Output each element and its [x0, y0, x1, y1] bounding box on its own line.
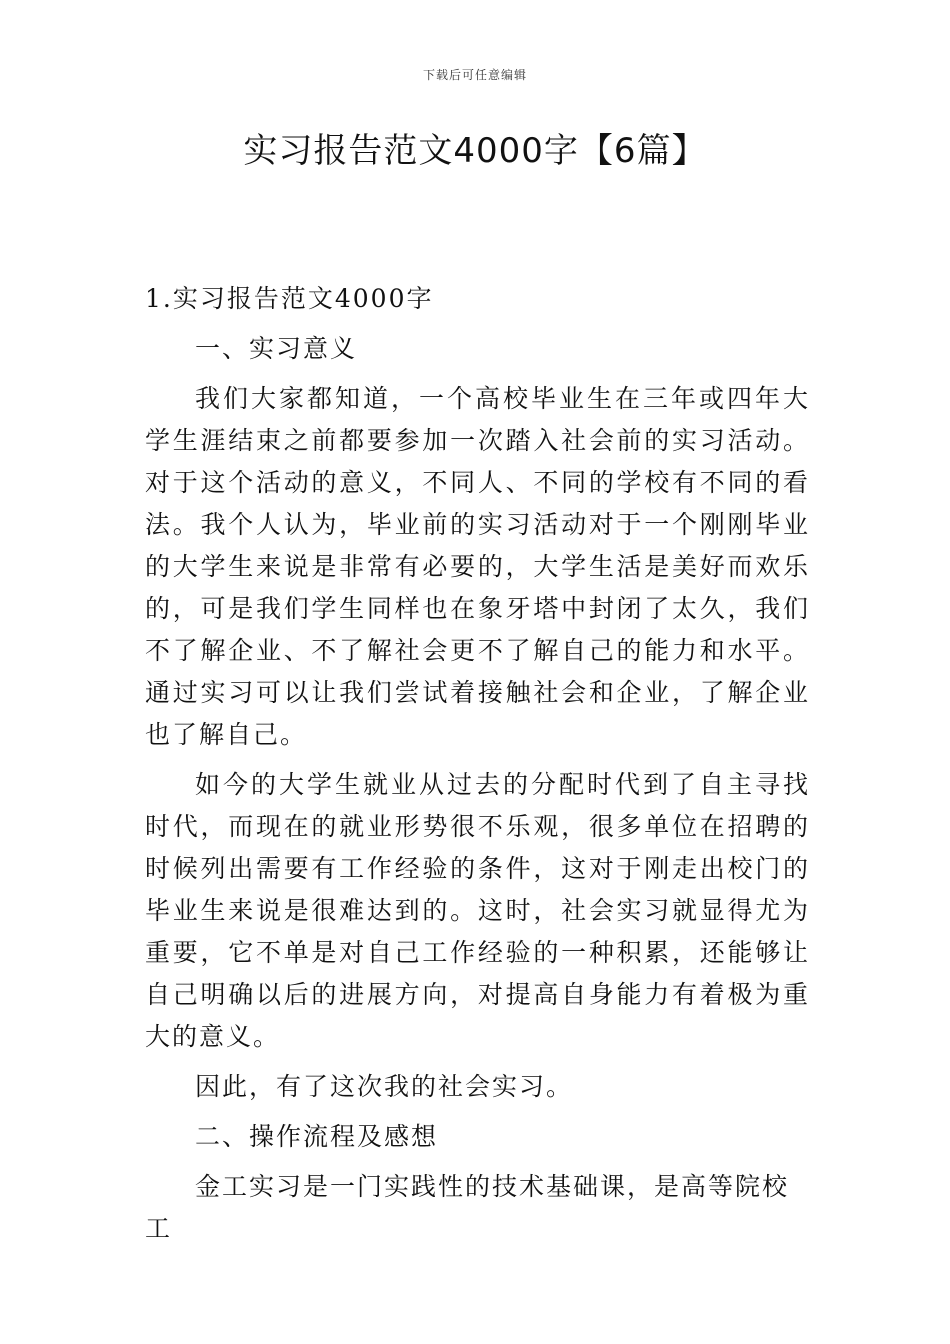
subheading-purpose: 一、实习意义	[195, 334, 358, 363]
paragraph: 因此，有了这次我的社会实习。	[195, 1072, 574, 1101]
document-body	[145, 278, 810, 1258]
document-title: 实习报告范文4000字【6篇】	[243, 131, 707, 171]
header-note: 下载后可任意编辑	[422, 68, 527, 82]
paragraph: 如今的大学生就业从过去的分配时代到了自主寻找时代，而现在的就业形势很不乐观，很多单位在招聘的时候列出需要有工作经验的条件，这对于刚走出校门的毕业生来说是很难达到的。这时，社会实习就显得尤为重要，它不单是对自己工作经验的一种积累，还能够让自己明确以后的进展方向，对提高自身能力有着极为重大的意义。	[145, 770, 810, 1051]
section-heading: 1.实习报告范文4000字	[145, 284, 434, 313]
paragraph: 我们大家都知道，一个高校毕业生在三年或四年大学生涯结束之前都要参加一次踏入社会前的实习活动。对于这个活动的意义，不同人、不同的学校有不同的看法。我个人认为，毕业前的实习活动对于一个刚刚毕业的大学生来说是非常有必要的，大学生活是美好而欢乐的，可是我们学生同样也在象牙塔中封闭了太久，我们不了解企业、不了解社会更不了解自己的能力和水平。通过实习可以让我们尝试着接触社会和企业，了解企业也了解自己。	[145, 384, 810, 749]
paragraph: 金工实习是一门实践性的技术基础课，是高等院校工	[145, 1172, 790, 1243]
subheading-process: 二、操作流程及感想	[195, 1122, 439, 1151]
